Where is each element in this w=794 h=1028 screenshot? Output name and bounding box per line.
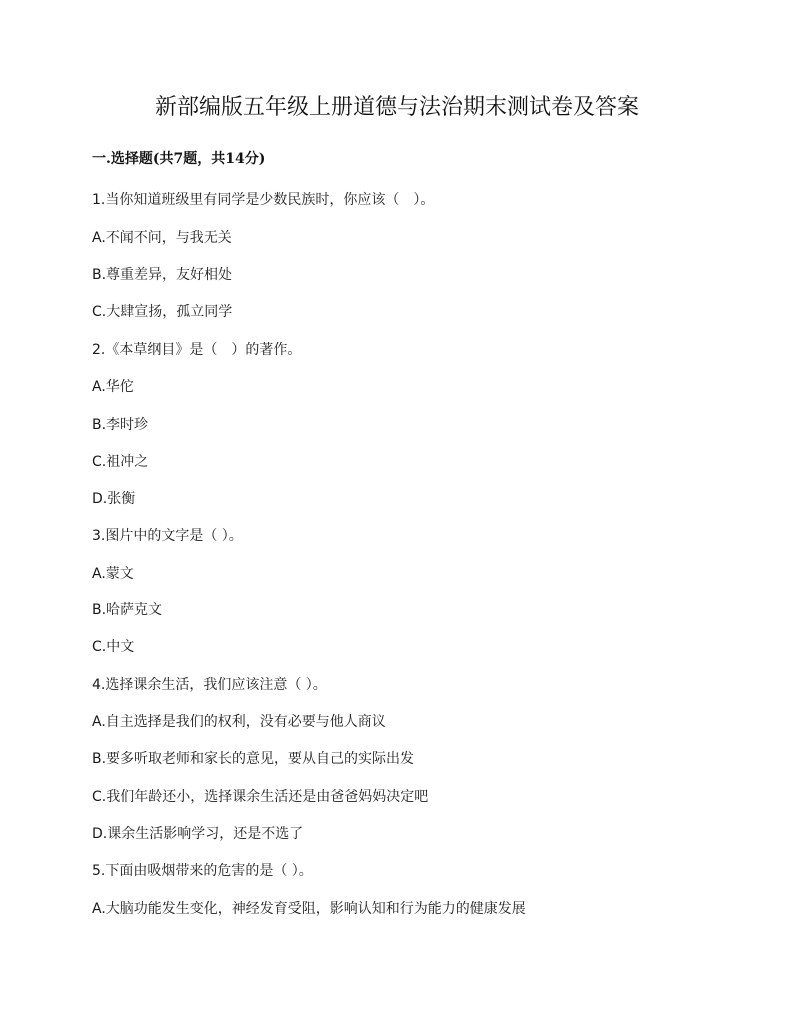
question-1: 1.当你知道班级里有同学是少数民族时，你应该（ ）。 — [92, 192, 435, 208]
option-4a: A.自主选择是我们的权利，没有必要与他人商议 — [92, 714, 386, 730]
option-1a: A.不闻不问，与我无关 — [92, 230, 232, 246]
question-5: 5.下面由吸烟带来的危害的是（ ）。 — [92, 863, 313, 879]
question-2: 2.《本草纲目》是（ ）的著作。 — [92, 342, 302, 358]
option-4d: D.课余生活影响学习，还是不选了 — [92, 826, 304, 842]
question-3: 3.图片中的文字是（ ）。 — [92, 528, 243, 544]
option-3c: C.中文 — [92, 639, 135, 655]
option-2c: C.祖冲之 — [92, 454, 149, 470]
option-2d: D.张衡 — [92, 491, 136, 507]
option-1b: B.尊重差异，友好相处 — [92, 267, 233, 283]
question-4: 4.选择课余生活，我们应该注意（ ）。 — [92, 677, 327, 693]
section-heading: 一.选择题(共7题，共14分) — [92, 151, 266, 167]
option-4b: B.要多听取老师和家长的意见，要从自己的实际出发 — [92, 751, 415, 767]
option-2b: B.李时珍 — [92, 417, 149, 433]
option-4c: C.我们年龄还小，选择课余生活还是由爸爸妈妈决定吧 — [92, 789, 429, 805]
option-3b: B.哈萨克文 — [92, 602, 163, 618]
option-2a: A.华佗 — [92, 379, 134, 395]
option-5a: A.大脑功能发生变化，神经发育受阻，影响认知和行为能力的健康发展 — [92, 901, 526, 917]
document-title: 新部编版五年级上册道德与法治期末测试卷及答案 — [154, 95, 639, 120]
option-3a: A.蒙文 — [92, 566, 134, 582]
option-1c: C.大肆宣扬，孤立同学 — [92, 304, 233, 320]
